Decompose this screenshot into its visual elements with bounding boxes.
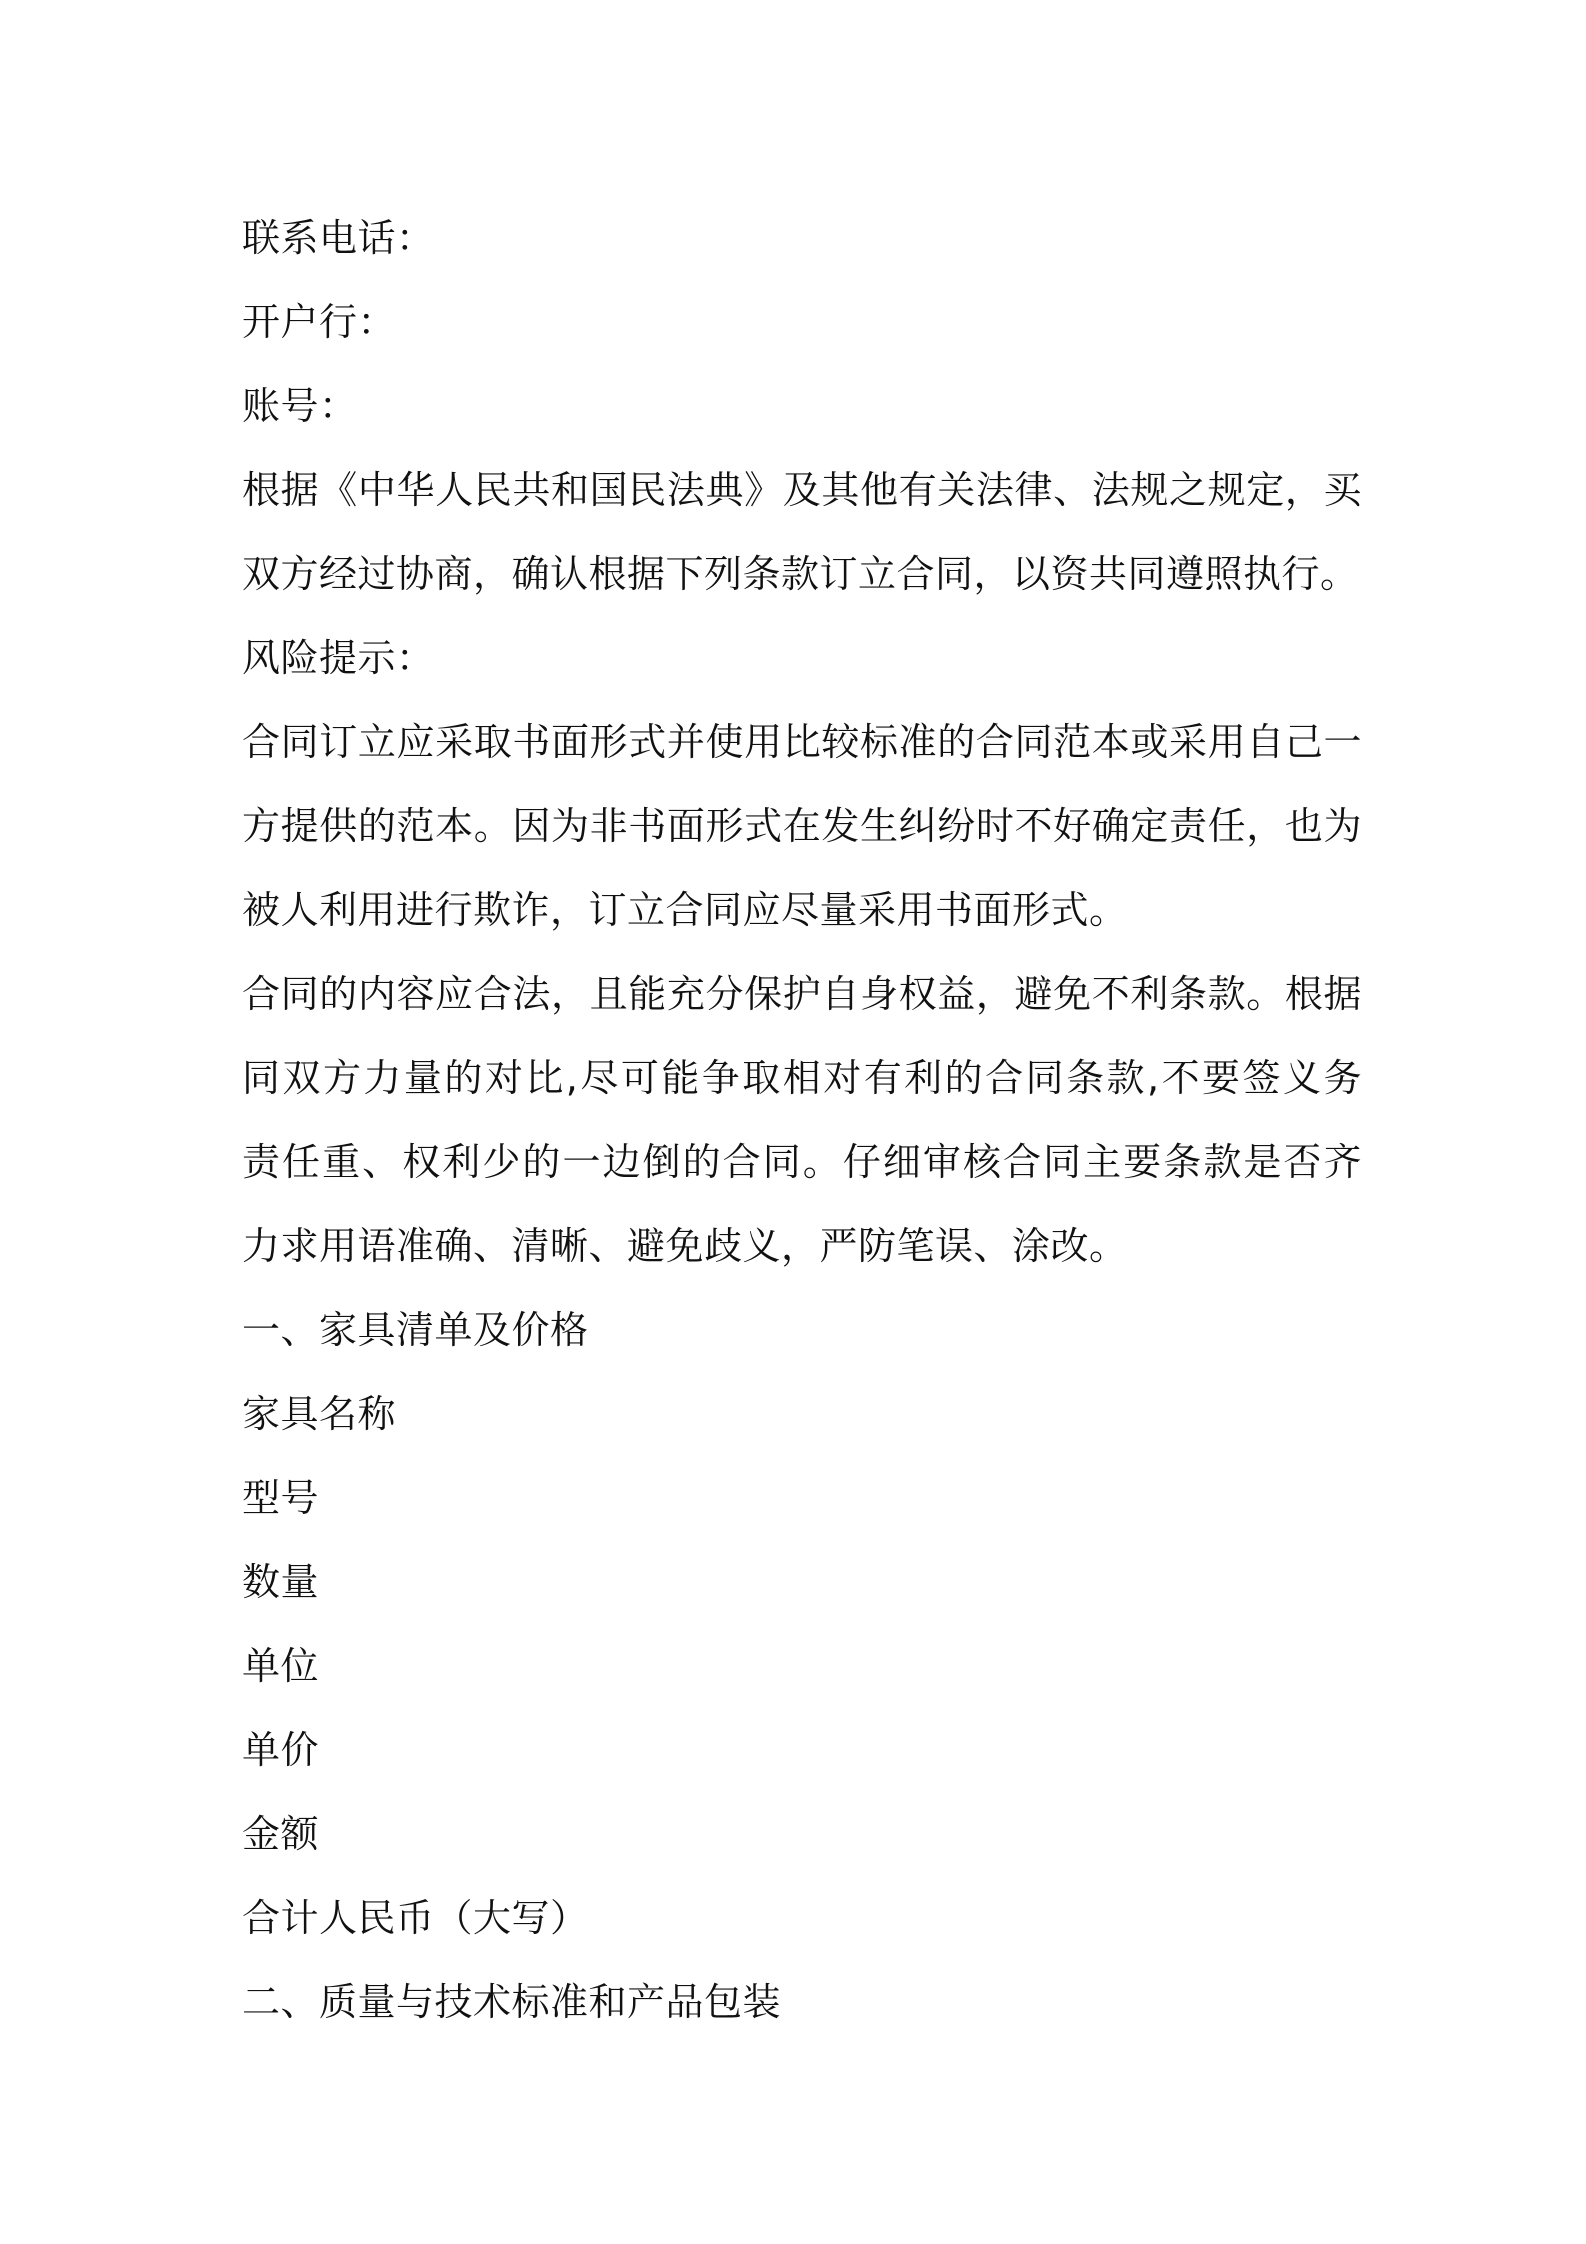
field-quantity: 数量: [242, 1560, 320, 1604]
field-amount: 金额: [242, 1812, 320, 1856]
preamble-line-1: 根据《中华人民共和国民法典》及其他有关法律、法规之规定，买: [242, 468, 1362, 512]
field-unit-price: 单价: [242, 1728, 320, 1772]
risk-paragraph-2-line-3: 责任重、权利少的一边倒的合同。仔细审核合同主要条款是否齐: [242, 1140, 1362, 1184]
risk-notice-heading: 风险提示：: [242, 636, 435, 680]
risk-paragraph-1-line-3: 被人利用进行欺诈，订立合同应尽量采用书面形式。: [242, 888, 1128, 932]
field-model: 型号: [242, 1476, 320, 1520]
risk-paragraph-2-line-1: 合同的内容应合法，且能充分保护自身权益，避免不利条款。根据: [242, 972, 1362, 1016]
field-unit: 单位: [242, 1644, 320, 1688]
risk-paragraph-1-line-2: 方提供的范本。因为非书面形式在发生纠纷时不好确定责任，也为: [242, 804, 1362, 848]
field-furniture-name: 家具名称: [242, 1392, 397, 1436]
risk-paragraph-2-line-4: 力求用语准确、清晰、避免歧义，严防笔误、涂改。: [242, 1224, 1128, 1268]
risk-paragraph-1-line-1: 合同订立应采取书面形式并使用比较标准的合同范本或采用自己一: [242, 720, 1362, 764]
document-body: [242, 196, 1362, 2044]
bank-line: 开户行：: [242, 300, 397, 344]
preamble-line-2: 双方经过协商，确认根据下列条款订立合同，以资共同遵照执行。: [242, 552, 1359, 596]
contact-phone-line: 联系电话：: [242, 216, 435, 260]
section-2-heading: 二、质量与技术标准和产品包装: [242, 1980, 782, 2024]
risk-paragraph-2-line-2: 同双方力量的对比,尽可能争取相对有利的合同条款,不要签义务: [242, 1056, 1362, 1100]
section-1-heading: 一、家具清单及价格: [242, 1308, 589, 1352]
field-total-rmb: 合计人民币（大写）: [242, 1896, 589, 1940]
account-line: 账号：: [242, 384, 358, 428]
